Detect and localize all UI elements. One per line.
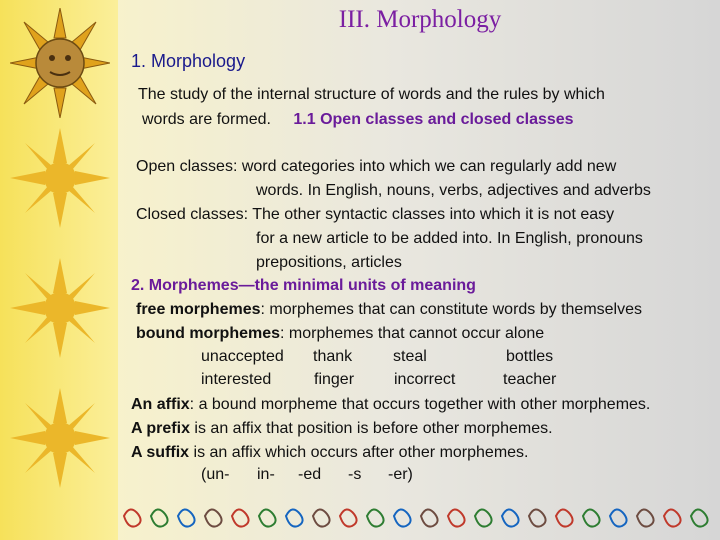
sun-icon <box>10 128 110 228</box>
open-classes-label: Open classes: <box>136 158 238 175</box>
affix-definition <box>131 395 650 414</box>
example-word: unaccepted <box>201 348 284 365</box>
affix-label: An affix <box>131 396 190 413</box>
example-word: interested <box>201 371 272 388</box>
border-motif <box>664 509 681 526</box>
border-motif <box>205 509 222 526</box>
border-motif <box>637 509 654 526</box>
examples-row-2 <box>0 371 720 391</box>
closed-classes-text: The other syntactic classes into which it is not easy <box>248 206 615 223</box>
suffix-label: A suffix <box>131 444 190 461</box>
border-motif <box>178 509 195 526</box>
suffix-definition <box>131 443 528 462</box>
border-motif <box>151 509 168 526</box>
affix-example: in- <box>257 466 275 483</box>
example-word: thank <box>313 348 353 365</box>
border-motif <box>556 509 573 526</box>
definition-line-2 <box>142 110 574 129</box>
bound-morphemes-text: : morphemes that cannot occur alone <box>280 325 545 342</box>
example-word: steal <box>393 348 427 365</box>
definition-line-1: The study of the internal structure of words and the rules by which <box>138 86 605 103</box>
border-motif <box>529 509 546 526</box>
free-morphemes-line <box>136 300 642 319</box>
example-word: incorrect <box>394 371 456 388</box>
border-motif <box>286 509 303 526</box>
example-word: teacher <box>503 371 557 388</box>
free-morphemes-label: free morphemes <box>136 301 261 318</box>
subheading: 1.1 Open classes and closed classes <box>293 111 574 128</box>
border-motif <box>232 509 249 526</box>
border-motif <box>421 509 438 526</box>
border-motif <box>691 509 708 526</box>
border-motif <box>313 509 330 526</box>
example-word: finger <box>314 371 355 388</box>
definition-line-2-text: words are formed. <box>142 111 271 128</box>
free-morphemes-text: : morphemes that can constitute words by themselves <box>260 301 643 318</box>
affix-example: -er) <box>388 466 413 483</box>
prefix-label: A prefix <box>131 420 190 437</box>
affix-example: (un- <box>201 466 230 483</box>
decorative-border <box>118 500 720 530</box>
closed-classes-line-3: prepositions, articles <box>256 254 402 271</box>
border-motif <box>583 509 600 526</box>
affix-example: -ed <box>298 466 322 483</box>
sun-face-icon <box>10 8 110 118</box>
morphemes-heading: 2. Morphemes—the minimal units of meaning <box>131 277 476 294</box>
closed-classes-label: Closed classes: <box>136 206 249 223</box>
affix-text: : a bound morpheme that occurs together with other morphemes. <box>189 396 651 413</box>
sun-icon <box>10 258 110 358</box>
border-motif <box>475 509 492 526</box>
border-motif <box>367 509 384 526</box>
examples-row-1 <box>0 348 720 368</box>
open-classes-line-2: words. In English, nouns, verbs, adjectives and adverbs <box>256 182 651 199</box>
affix-examples-row <box>0 466 720 486</box>
prefix-definition <box>131 419 553 438</box>
closed-classes-line-2: for a new article to be added into. In English, pronouns <box>256 230 643 247</box>
closed-classes-line-1 <box>136 205 614 224</box>
border-motif <box>502 509 519 526</box>
slide-title: III. Morphology <box>338 6 502 33</box>
example-word: bottles <box>506 348 554 365</box>
border-motif <box>610 509 627 526</box>
bound-morphemes-label: bound morphemes <box>136 325 281 342</box>
section-heading: 1. Morphology <box>131 51 246 71</box>
bound-morphemes-line <box>136 324 544 343</box>
border-motif <box>448 509 465 526</box>
suffix-text: is an affix which occurs after other morphemes. <box>189 444 529 461</box>
open-classes-line-1 <box>136 157 616 176</box>
open-classes-text: word categories into which we can regularly add new <box>237 158 617 175</box>
prefix-text: is an affix that position is before other morphemes. <box>189 420 553 437</box>
border-motif <box>340 509 357 526</box>
border-motif <box>394 509 411 526</box>
border-motif <box>124 509 141 526</box>
border-motif <box>259 509 276 526</box>
affix-example: -s <box>348 466 362 483</box>
